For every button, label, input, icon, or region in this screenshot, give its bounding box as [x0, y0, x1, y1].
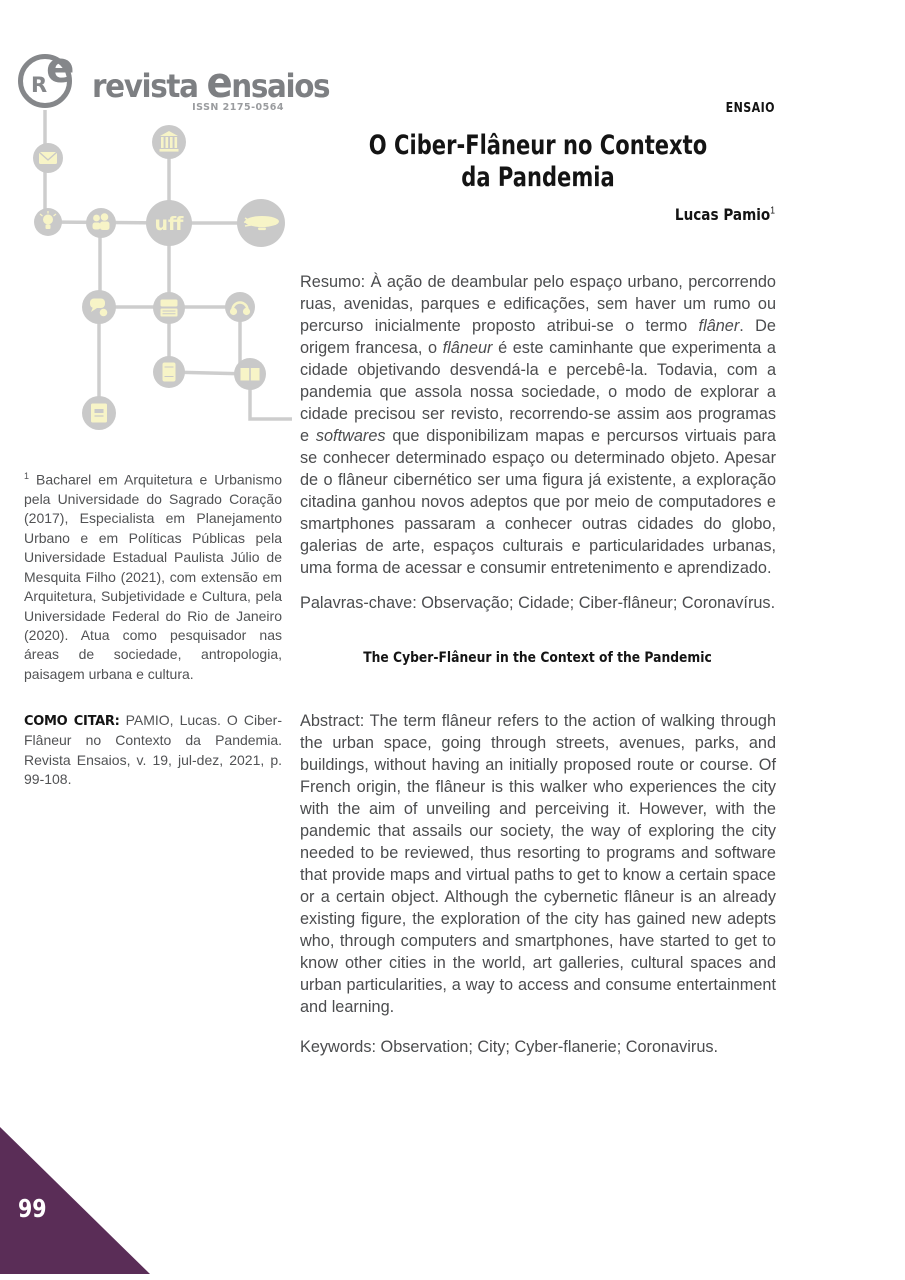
smartphone-icon	[153, 356, 185, 388]
author-line	[371, 205, 775, 224]
author-name: Lucas Pamio	[674, 205, 771, 224]
envelope-icon	[33, 143, 63, 173]
lightbulb-icon	[34, 208, 62, 236]
logo-monogram-r: R	[31, 73, 48, 97]
uff-label: uff	[154, 213, 184, 235]
newspaper-icon	[153, 292, 185, 324]
article-title-english: The Cyber-Flâneur in the Context of the Pandemic	[363, 650, 712, 666]
abstract-pt-segment: que disponibilizam mapas e percursos virtuais para se conhecer determinado espaço ou determinado objeto. Apesar de o flâneur cibernético ser uma figura já existente, a exploração citadina ganhou novos adeptos que por meio de computadores e smartphones passaram a conhecer outras cidades do globo, galerias de arte, espaços culturais e particularidades urbanas, uma forma de acessar e consumir entretenimento e aprendizado.	[300, 427, 776, 577]
notebook-icon	[82, 396, 116, 430]
headphones-icon	[225, 292, 255, 322]
open-book-icon	[234, 358, 266, 390]
issn-label: ISSN 2175-0564	[192, 102, 284, 113]
section-kicker: ENSAIO	[725, 101, 775, 116]
museum-building-icon	[152, 125, 186, 159]
citation-box	[24, 711, 282, 790]
footnote-ref-marker: 1	[24, 471, 30, 481]
logo-monogram-circle	[18, 43, 75, 108]
author-footnote	[24, 467, 282, 684]
article-title: O Ciber-Flâneur no Contexto da Pandemia	[368, 130, 708, 193]
wordmark-ensaios-rest: nsaios	[231, 67, 330, 105]
citation-label: COMO CITAR:	[24, 714, 120, 729]
abstract-pt-segment: Resumo: À ação de deambular pelo espaço urbano, percorrendo ruas, avenidas, parques e edificações, sem haver um rumo ou percurso inicialmente proposto atribui-se o termo	[300, 273, 776, 335]
airship-icon	[237, 199, 285, 247]
journal-wordmark	[92, 58, 330, 107]
journal-logo	[18, 43, 330, 120]
abstract-portuguese	[300, 271, 776, 579]
abstract-pt-italic-term: softwares	[315, 427, 386, 445]
abstract-pt-italic-term: flâner	[698, 317, 740, 335]
abstract-pt-segment: . De origem francesa, o	[300, 317, 776, 357]
wordmark-ensaios-initial: e	[206, 58, 232, 107]
abstract-pt-italic-term: flâneur	[442, 339, 493, 357]
wordmark-revista: revista	[92, 67, 198, 105]
footnote-text: Bacharel em Arquitetura e Urbanismo pela Universidade do Sagrado Coração (2017), Especialista em Planejamento Urbano e em Políticas Públicas pela Universidade Estadual Paulista Júlio de Mesquita Filho (2021), com extensão em Arquitetura, Subjetividade e Cultura, pela Universidade Federal do Rio de Janeiro (2020). Atua como pesquisador nas áreas de sociedade, antropologia, paisagem urbana e cultura.	[24, 471, 282, 682]
uff-logo-icon	[146, 200, 192, 246]
abstract-pt-segment: é este caminhante que experimenta a cidade objetivando desvendá-la e percebê-la. Todavia, com a pandemia que assola nossa sociedade, o modo de explorar a cidade precisou ser revisto, recorrendo-se assim aos programas e	[300, 339, 776, 445]
keywords-portuguese: Palavras-chave: Observação; Cidade; Ciber-flâneur; Coronavírus.	[300, 594, 776, 612]
chat-bubbles-icon	[82, 290, 116, 324]
author-footnote-ref: 1	[770, 205, 775, 217]
abstract-english: Abstract: The term flâneur refers to the action of walking through the urban space, going through streets, avenues, parks, and buildings, without having an initially proposed route or course. Of French origin, the flâneur is this walker who experiences the city with the aim of unveiling and perceiving it. However, with the pandemic that assails our society, the way of exploring the city needed to be reviewed, thus resorting to programs and software that provide maps and virtual paths to get to know a certain space or a certain object. Although the cybernetic flâneur is an already existing figure, the exploration of the city has gained new adepts who, through computers and smartphones, have started to get to know other cities in the world, art galleries, cultural spaces and urban particularities, a way to access and consume entertainment and learning.	[300, 712, 776, 1016]
logo-monogram-e: e	[46, 43, 75, 92]
page-number: 99	[18, 1194, 47, 1223]
citation-text: PAMIO, Lucas. O Ciber-Flâneur no Contexto da Pandemia. Revista Ensaios, v. 19, jul-dez, 2021, p. 99-108.	[24, 712, 283, 788]
keywords-english: Keywords: Observation; City; Cyber-flanerie; Coronavirus.	[300, 1038, 719, 1056]
people-group-icon	[86, 208, 116, 238]
